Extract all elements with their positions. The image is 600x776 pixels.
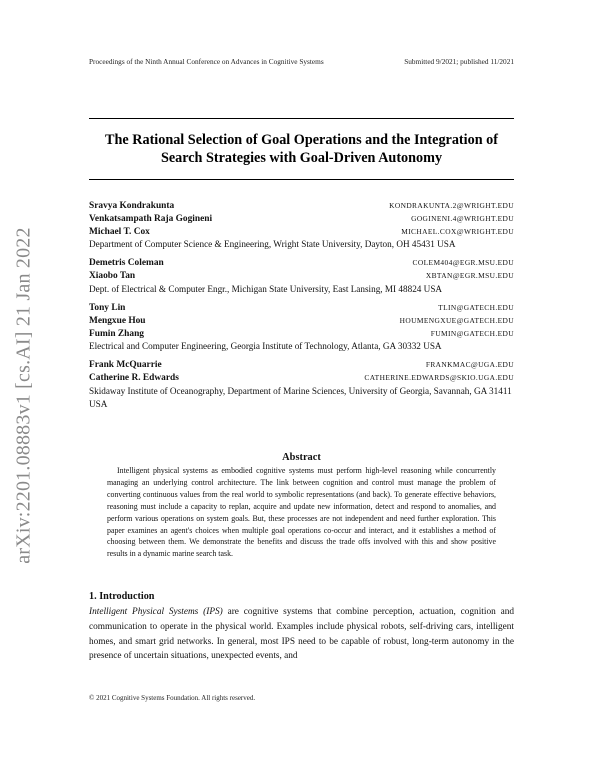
- author-email[interactable]: GOGINENI.4@WRIGHT.EDU: [411, 213, 514, 223]
- author-group: [89, 200, 514, 251]
- author-group: [89, 257, 514, 296]
- author-email[interactable]: FUMIN@GATECH.EDU: [430, 328, 514, 338]
- author-email[interactable]: KONDRAKUNTA.2@WRIGHT.EDU: [389, 201, 514, 210]
- author-row: [89, 257, 514, 270]
- author-row: [89, 328, 514, 341]
- abstract-heading: Abstract: [282, 452, 321, 463]
- running-head-left: Proceedings of the Ninth Annual Conference on Advances in Cognitive Systems: [89, 57, 324, 66]
- author-email[interactable]: COLEM404@EGR.MSU.EDU: [412, 258, 514, 268]
- paper-title: The Rational Selection of Goal Operations and the Integration of Search Strategies with Goal-Driven Autonomy: [105, 132, 498, 166]
- section-heading-introduction: 1. Introduction: [89, 591, 155, 602]
- affiliation: Electrical and Computer Engineering, Georgia Institute of Technology, Atlanta, GA 30332 USA: [89, 341, 442, 352]
- author-name: Sravya Kondrakunta: [89, 201, 175, 211]
- copyright-footer: © 2021 Cognitive Systems Foundation. All rights reserved.: [89, 694, 256, 702]
- author-row: [89, 200, 514, 213]
- title-rule-bottom: [89, 179, 514, 180]
- author-name: Demetris Coleman: [89, 258, 164, 269]
- arxiv-stamp: [7, 215, 41, 575]
- author-email[interactable]: HOUMENGXUE@GATECH.EDU: [399, 315, 514, 325]
- author-name: Michael T. Cox: [89, 226, 150, 237]
- author-row: [89, 213, 514, 226]
- affiliation: Skidaway Institute of Oceanography, Department of Marine Sciences, University of Georgia, Savannah, GA 31411 USA: [89, 385, 512, 409]
- arxiv-stamp-text: arXiv:2201.08883v1 [cs.AI] 21 Jan 2022: [12, 226, 35, 564]
- author-row: [89, 226, 514, 239]
- author-name: Fumin Zhang: [89, 328, 144, 339]
- introduction-paragraph: [89, 605, 514, 664]
- title-rule-top: [89, 118, 514, 119]
- affiliation: Department of Computer Science & Engineering, Wright State University, Dayton, OH 45431 USA: [89, 239, 456, 250]
- author-email[interactable]: CATHERINE.EDWARDS@SKIO.UGA.EDU: [364, 373, 514, 383]
- running-head: [89, 57, 514, 66]
- author-name: Mengxue Hou: [89, 315, 146, 326]
- author-block: [89, 200, 514, 417]
- abstract-text: Intelligent physical systems as embodied cognitive systems must perform high-level reasoning while concurrently managing an underlying control architecture. The link between cognition and control must manage the problem of converting continuous values from the real world to symbolic representations (and back). To generate effective behaviors, reasoning must include a capacity to replan, acquire and update new information, detect and respond to anomalies, and perform various operations on system goals. But, these processes are not independent and need further exploration. This paper examines an agent's choices when multiple goal operations co-occur and interact, and it establishes a method of choosing between them. We demonstrate the benefits and discuss the trade offs involved with this and show positive results in a dynamic marine search task.: [107, 466, 496, 559]
- author-row: [89, 359, 514, 372]
- author-row: [89, 270, 514, 283]
- author-email[interactable]: TLIN@GATECH.EDU: [438, 302, 514, 312]
- author-name: Venkatsampath Raja Gogineni: [89, 213, 213, 224]
- author-name: Xiaobo Tan: [89, 271, 136, 282]
- author-row: [89, 315, 514, 328]
- author-name: Tony Lin: [89, 302, 126, 313]
- author-name: Frank McQuarrie: [89, 360, 162, 371]
- introduction-text: are cognitive systems that combine perception, actuation, cognition and communication to operate in the physical world. Examples include physical robots, self-driving cars, intelligent homes, and smart grid networks. In general, most IPS need to be capable of robust, long-term autonomy in the presence of uncertain situations, unexpected events, and: [89, 607, 514, 662]
- author-name: Catherine R. Edwards: [89, 373, 179, 384]
- author-row: [89, 302, 514, 315]
- affiliation: Dept. of Electrical & Computer Engr., Michigan State University, East Lansing, MI 48824 USA: [89, 283, 443, 294]
- author-group: [89, 359, 514, 411]
- term-ips: Intelligent Physical Systems (IPS): [89, 607, 223, 617]
- author-email[interactable]: XBTAN@EGR.MSU.EDU: [425, 271, 514, 281]
- running-head-right: Submitted 9/2021; published 11/2021: [404, 57, 514, 66]
- author-email[interactable]: MICHAEL.COX@WRIGHT.EDU: [401, 226, 514, 236]
- author-email[interactable]: FRANKMAC@UGA.EDU: [425, 360, 514, 370]
- author-row: [89, 372, 514, 385]
- author-group: [89, 302, 514, 353]
